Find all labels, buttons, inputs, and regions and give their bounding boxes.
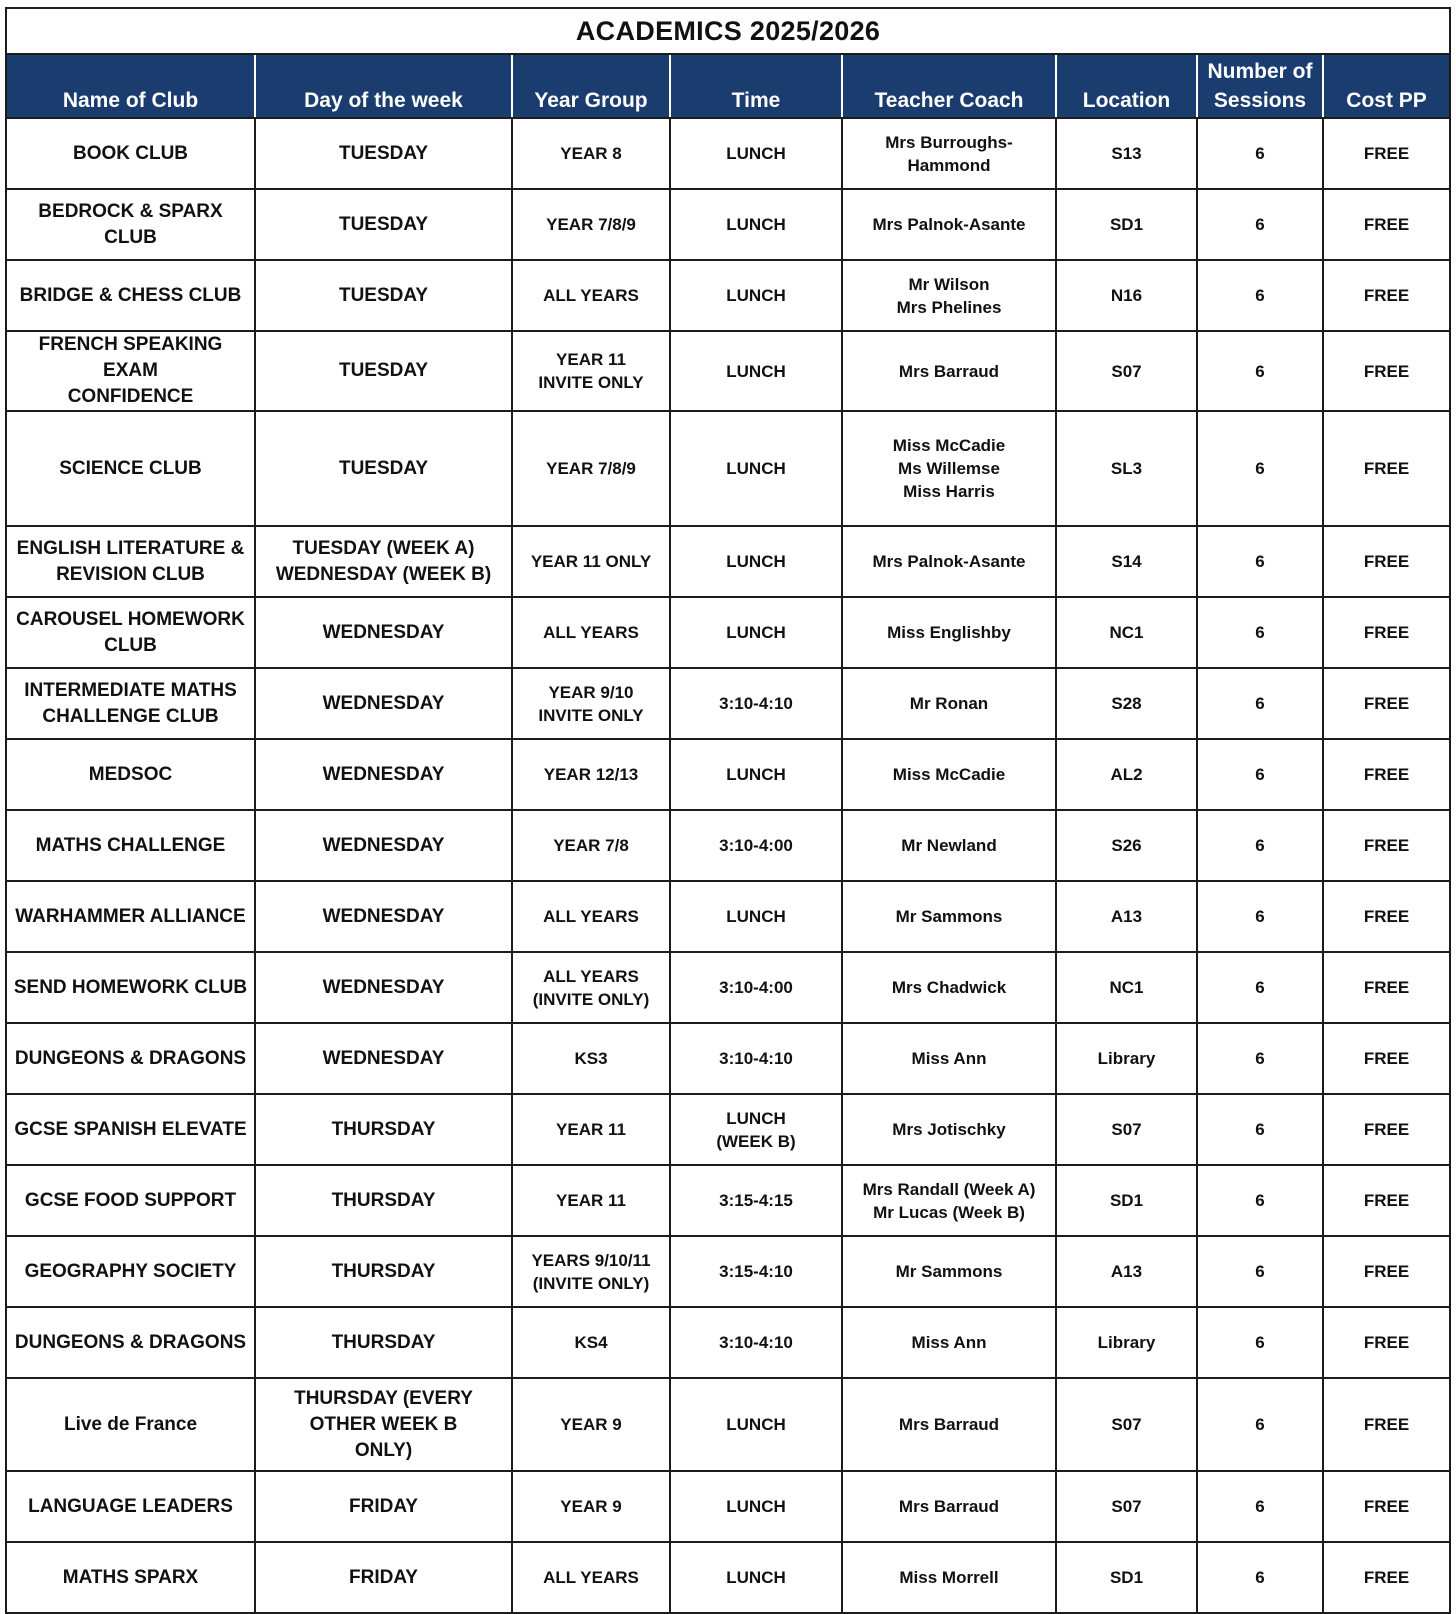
table-row [6,810,1450,881]
cell-club-name: MATHS CHALLENGE [6,810,255,881]
cell-club-name: MATHS SPARX [6,1542,255,1613]
cell-cost: FREE [1323,526,1450,597]
cell-time: LUNCH [670,739,842,810]
cell-club-name: SCIENCE CLUB [6,411,255,526]
cell-day: WEDNESDAY [255,597,512,668]
cell-year-group: KS3 [512,1023,670,1094]
cell-location: S07 [1056,1094,1197,1165]
cell-location: SD1 [1056,1165,1197,1236]
table-row [6,1094,1450,1165]
table-row [6,668,1450,739]
cell-year-group: ALL YEARS (INVITE ONLY) [512,952,670,1023]
table-row [6,260,1450,331]
cell-teacher-coach: Miss McCadie Ms Willemse Miss Harris [842,411,1056,526]
cell-time: LUNCH [670,597,842,668]
table-row [6,118,1450,189]
cell-teacher-coach: Mrs Barraud [842,331,1056,411]
cell-time: 3:10-4:00 [670,952,842,1023]
cell-cost: FREE [1323,411,1450,526]
cell-year-group: YEAR 8 [512,118,670,189]
cell-teacher-coach: Mr Sammons [842,881,1056,952]
cell-teacher-coach: Miss Morrell [842,1542,1056,1613]
cell-time: 3:15-4:10 [670,1236,842,1307]
cell-location: SL3 [1056,411,1197,526]
cell-year-group: ALL YEARS [512,881,670,952]
header-cost-pp: Cost PP [1323,54,1450,118]
cell-teacher-coach: Mrs Jotischky [842,1094,1056,1165]
cell-year-group: YEARS 9/10/11 (INVITE ONLY) [512,1236,670,1307]
cell-teacher-coach: Mr Newland [842,810,1056,881]
cell-cost: FREE [1323,1023,1450,1094]
cell-year-group: YEAR 7/8/9 [512,411,670,526]
cell-location: Library [1056,1023,1197,1094]
cell-cost: FREE [1323,597,1450,668]
cell-day: THURSDAY [255,1307,512,1378]
cell-year-group: YEAR 11 INVITE ONLY [512,331,670,411]
cell-location: S13 [1056,118,1197,189]
cell-day: WEDNESDAY [255,810,512,881]
cell-club-name: DUNGEONS & DRAGONS [6,1023,255,1094]
cell-time: LUNCH [670,331,842,411]
cell-club-name: BEDROCK & SPARX CLUB [6,189,255,260]
table-body [6,118,1450,1613]
table-row [6,1378,1450,1471]
cell-sessions: 6 [1197,739,1323,810]
cell-location: S07 [1056,1471,1197,1542]
cell-year-group: YEAR 7/8/9 [512,189,670,260]
header-year-group: Year Group [512,54,670,118]
cell-day: WEDNESDAY [255,668,512,739]
table-row [6,1165,1450,1236]
cell-club-name: CAROUSEL HOMEWORK CLUB [6,597,255,668]
cell-year-group: KS4 [512,1307,670,1378]
cell-time: LUNCH [670,189,842,260]
cell-location: NC1 [1056,597,1197,668]
cell-sessions: 6 [1197,668,1323,739]
cell-cost: FREE [1323,881,1450,952]
cell-cost: FREE [1323,810,1450,881]
table-row [6,1023,1450,1094]
cell-sessions: 6 [1197,189,1323,260]
cell-teacher-coach: Miss McCadie [842,739,1056,810]
table-row [6,1307,1450,1378]
cell-teacher-coach: Mrs Burroughs- Hammond [842,118,1056,189]
cell-day: FRIDAY [255,1471,512,1542]
cell-club-name: ENGLISH LITERATURE & REVISION CLUB [6,526,255,597]
cell-day: WEDNESDAY [255,881,512,952]
cell-day: THURSDAY (EVERY OTHER WEEK B ONLY) [255,1378,512,1471]
table-row [6,1542,1450,1613]
cell-teacher-coach: Miss Ann [842,1023,1056,1094]
cell-time: 3:10-4:10 [670,1307,842,1378]
cell-sessions: 6 [1197,331,1323,411]
cell-cost: FREE [1323,331,1450,411]
cell-cost: FREE [1323,1378,1450,1471]
header-day-of-week: Day of the week [255,54,512,118]
cell-sessions: 6 [1197,526,1323,597]
cell-sessions: 6 [1197,1471,1323,1542]
cell-year-group: YEAR 9 [512,1471,670,1542]
cell-day: WEDNESDAY [255,739,512,810]
cell-teacher-coach: Mrs Chadwick [842,952,1056,1023]
table-row [6,1236,1450,1307]
cell-day: THURSDAY [255,1165,512,1236]
column-headers [6,54,1450,118]
cell-club-name: DUNGEONS & DRAGONS [6,1307,255,1378]
table-row [6,1471,1450,1542]
cell-sessions: 6 [1197,118,1323,189]
cell-teacher-coach: Mrs Palnok-Asante [842,189,1056,260]
table-row [6,952,1450,1023]
table-row [6,526,1450,597]
cell-club-name: BOOK CLUB [6,118,255,189]
cell-sessions: 6 [1197,1307,1323,1378]
cell-sessions: 6 [1197,1094,1323,1165]
cell-time: 3:15-4:15 [670,1165,842,1236]
cell-teacher-coach: Miss Ann [842,1307,1056,1378]
cell-location: NC1 [1056,952,1197,1023]
cell-cost: FREE [1323,1307,1450,1378]
cell-year-group: YEAR 9 [512,1378,670,1471]
cell-club-name: GCSE FOOD SUPPORT [6,1165,255,1236]
cell-day: TUESDAY [255,331,512,411]
cell-day: THURSDAY [255,1094,512,1165]
cell-teacher-coach: Mr Sammons [842,1236,1056,1307]
cell-day: TUESDAY [255,189,512,260]
cell-day: TUESDAY [255,118,512,189]
cell-cost: FREE [1323,260,1450,331]
cell-club-name: INTERMEDIATE MATHS CHALLENGE CLUB [6,668,255,739]
cell-club-name: MEDSOC [6,739,255,810]
cell-sessions: 6 [1197,881,1323,952]
cell-club-name: LANGUAGE LEADERS [6,1471,255,1542]
table-row [6,597,1450,668]
header-location: Location [1056,54,1197,118]
cell-club-name: SEND HOMEWORK CLUB [6,952,255,1023]
cell-sessions: 6 [1197,597,1323,668]
cell-cost: FREE [1323,668,1450,739]
cell-time: LUNCH [670,1471,842,1542]
table-row [6,331,1450,411]
cell-day: TUESDAY [255,260,512,331]
cell-club-name: Live de France [6,1378,255,1471]
cell-day: THURSDAY [255,1236,512,1307]
cell-location: S28 [1056,668,1197,739]
cell-cost: FREE [1323,1236,1450,1307]
clubs-table [5,7,1451,1614]
cell-day: WEDNESDAY [255,1023,512,1094]
cell-sessions: 6 [1197,810,1323,881]
cell-year-group: YEAR 7/8 [512,810,670,881]
cell-year-group: YEAR 11 ONLY [512,526,670,597]
cell-cost: FREE [1323,189,1450,260]
cell-teacher-coach: Mrs Randall (Week A) Mr Lucas (Week B) [842,1165,1056,1236]
cell-cost: FREE [1323,1471,1450,1542]
header-time: Time [670,54,842,118]
cell-year-group: YEAR 12/13 [512,739,670,810]
cell-time: LUNCH [670,411,842,526]
cell-teacher-coach: Mrs Barraud [842,1471,1056,1542]
cell-cost: FREE [1323,1542,1450,1613]
cell-day: TUESDAY [255,411,512,526]
cell-year-group: ALL YEARS [512,1542,670,1613]
cell-sessions: 6 [1197,1378,1323,1471]
header-number-of-sessions: Number of Sessions [1197,54,1323,118]
cell-teacher-coach: Mrs Palnok-Asante [842,526,1056,597]
cell-time: LUNCH [670,1542,842,1613]
cell-cost: FREE [1323,1094,1450,1165]
cell-day: TUESDAY (WEEK A) WEDNESDAY (WEEK B) [255,526,512,597]
cell-year-group: YEAR 11 [512,1165,670,1236]
cell-sessions: 6 [1197,260,1323,331]
cell-sessions: 6 [1197,1236,1323,1307]
cell-teacher-coach: Mrs Barraud [842,1378,1056,1471]
header-teacher-coach: Teacher Coach [842,54,1056,118]
cell-location: A13 [1056,1236,1197,1307]
cell-club-name: FRENCH SPEAKING EXAM CONFIDENCE [6,331,255,411]
cell-year-group: YEAR 9/10 INVITE ONLY [512,668,670,739]
cell-club-name: GCSE SPANISH ELEVATE [6,1094,255,1165]
cell-year-group: ALL YEARS [512,260,670,331]
cell-time: LUNCH [670,118,842,189]
cell-cost: FREE [1323,118,1450,189]
cell-time: LUNCH [670,881,842,952]
table-row [6,411,1450,526]
cell-sessions: 6 [1197,1542,1323,1613]
cell-teacher-coach: Mr Ronan [842,668,1056,739]
cell-sessions: 6 [1197,411,1323,526]
cell-time: LUNCH [670,526,842,597]
cell-location: Library [1056,1307,1197,1378]
table-row [6,739,1450,810]
cell-time: 3:10-4:00 [670,810,842,881]
table-row [6,881,1450,952]
cell-location: SD1 [1056,189,1197,260]
cell-location: S07 [1056,1378,1197,1471]
cell-day: WEDNESDAY [255,952,512,1023]
cell-teacher-coach: Mr Wilson Mrs Phelines [842,260,1056,331]
cell-cost: FREE [1323,952,1450,1023]
cell-day: FRIDAY [255,1542,512,1613]
cell-time: LUNCH [670,260,842,331]
cell-location: A13 [1056,881,1197,952]
cell-location: SD1 [1056,1542,1197,1613]
cell-club-name: GEOGRAPHY SOCIETY [6,1236,255,1307]
cell-sessions: 6 [1197,1165,1323,1236]
table-row [6,189,1450,260]
cell-club-name: WARHAMMER ALLIANCE [6,881,255,952]
cell-location: N16 [1056,260,1197,331]
cell-time: 3:10-4:10 [670,1023,842,1094]
cell-club-name: BRIDGE & CHESS CLUB [6,260,255,331]
header-name-of-club: Name of Club [6,54,255,118]
cell-time: 3:10-4:10 [670,668,842,739]
cell-cost: FREE [1323,739,1450,810]
academics-document [5,7,1449,1614]
cell-location: S26 [1056,810,1197,881]
page-title: ACADEMICS 2025/2026 [6,8,1450,54]
cell-location: AL2 [1056,739,1197,810]
cell-teacher-coach: Miss Englishby [842,597,1056,668]
cell-location: S14 [1056,526,1197,597]
cell-location: S07 [1056,331,1197,411]
cell-sessions: 6 [1197,1023,1323,1094]
cell-cost: FREE [1323,1165,1450,1236]
cell-time: LUNCH (WEEK B) [670,1094,842,1165]
cell-time: LUNCH [670,1378,842,1471]
cell-year-group: ALL YEARS [512,597,670,668]
cell-year-group: YEAR 11 [512,1094,670,1165]
cell-sessions: 6 [1197,952,1323,1023]
